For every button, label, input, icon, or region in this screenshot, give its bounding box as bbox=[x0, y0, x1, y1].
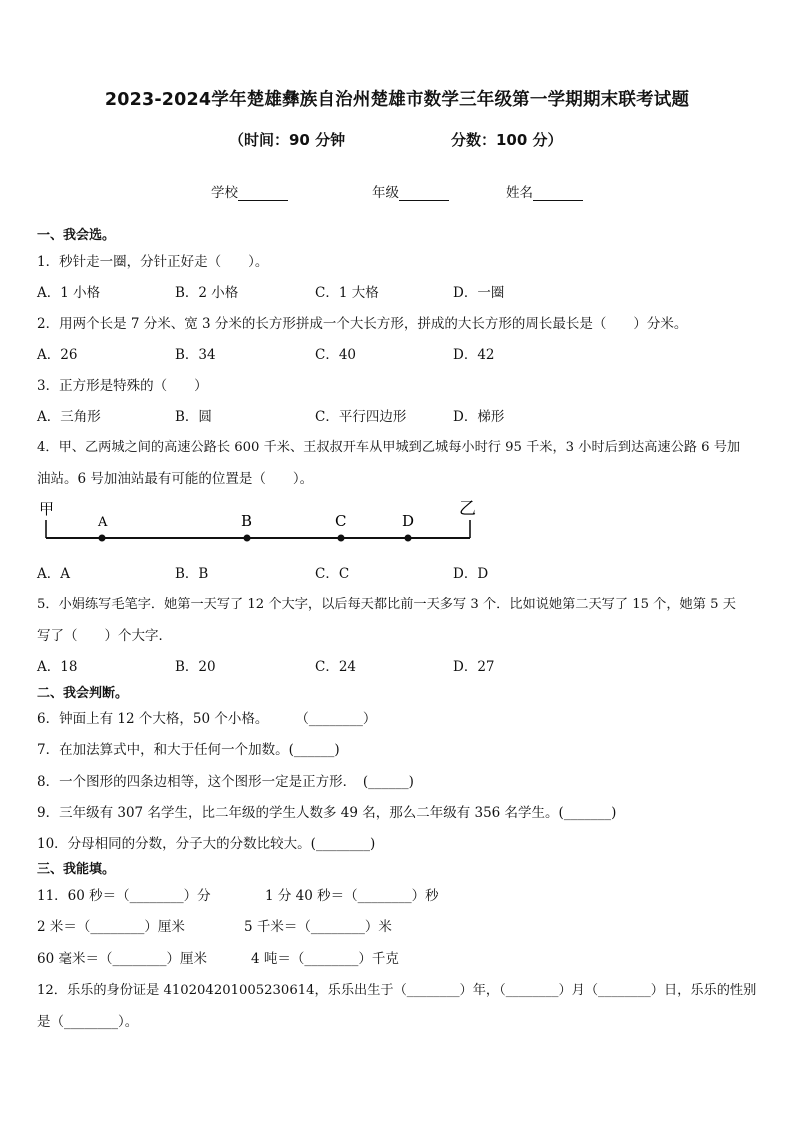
section-heading-choice: 一、我会选。 bbox=[37, 228, 116, 243]
section-heading-fill: 三、我能填。 bbox=[37, 862, 116, 877]
q5-option-b[interactable]: B．20 bbox=[175, 659, 216, 675]
grade-field bbox=[372, 181, 449, 201]
question-4-line-2: 油站。6 号加油站最有可能的位置是（ ）。 bbox=[37, 471, 314, 487]
q3-option-d[interactable]: D．梯形 bbox=[453, 409, 505, 425]
q4-option-d[interactable]: D．D bbox=[453, 566, 489, 582]
question-11-row-2a: 2 米＝（________）厘米 bbox=[37, 919, 185, 935]
question-11-row-1b: 1 分 40 秒＝（________）秒 bbox=[265, 888, 439, 904]
question-11-row-1a: 11．60 秒＝（________）分 bbox=[37, 888, 211, 904]
point-a-dot bbox=[99, 535, 106, 542]
question-6: 6．钟面上有 12 个大格，50 个小格。 （________） bbox=[37, 711, 377, 727]
q4-option-a[interactable]: A．A bbox=[37, 566, 70, 582]
question-3: 3．正方形是特殊的（ ） bbox=[37, 378, 208, 394]
point-d-dot bbox=[405, 535, 412, 542]
name-field bbox=[506, 181, 583, 201]
q2-option-a[interactable]: A．26 bbox=[37, 347, 78, 363]
q5-option-d[interactable]: D．27 bbox=[453, 659, 495, 675]
q3-option-a[interactable]: A．三角形 bbox=[37, 409, 101, 425]
name-label: 姓名 bbox=[506, 185, 533, 201]
exam-time: （时间：90 分钟 bbox=[229, 131, 346, 149]
question-2: 2．用两个长是 7 分米、宽 3 分米的长方形拼成一个大长方形，拼成的大长方形的周长最长是（ ）分米。 bbox=[37, 316, 688, 332]
q5-option-c[interactable]: C．24 bbox=[315, 659, 357, 675]
point-b-dot bbox=[244, 535, 251, 542]
exam-score: 分数：100 分） bbox=[451, 131, 563, 149]
point-d-label: D bbox=[402, 512, 415, 530]
q5-option-a[interactable]: A．18 bbox=[37, 659, 78, 675]
question-12-line-1: 12．乐乐的身份证是 410204201005230614，乐乐出生于（________）年，（________）月（________）日，乐乐的性别 bbox=[37, 983, 757, 998]
page-title: 2023-2024学年楚雄彝族自治州楚雄市数学三年级第一学期期末联考试题 bbox=[104, 90, 690, 110]
question-12-line-2: 是（________）。 bbox=[37, 1014, 139, 1030]
q3-option-c[interactable]: C．平行四边形 bbox=[315, 409, 407, 425]
grade-label: 年级 bbox=[372, 185, 399, 201]
city-end-label: 乙 bbox=[459, 499, 476, 519]
q1-option-a[interactable]: A．1 小格 bbox=[37, 285, 101, 301]
q3-option-b[interactable]: B．圆 bbox=[175, 409, 212, 425]
question-10: 10．分母相同的分数，分子大的分数比较大。(________) bbox=[37, 836, 376, 852]
q1-option-c[interactable]: C．1 大格 bbox=[315, 285, 379, 301]
highway-route-diagram bbox=[36, 498, 486, 550]
question-11-row-3a: 60 毫米＝（________）厘米 bbox=[37, 951, 207, 967]
question-8: 8．一个图形的四条边相等，这个图形一定是正方形． (______) bbox=[37, 774, 414, 790]
name-blank[interactable] bbox=[533, 186, 583, 201]
point-a-label: A bbox=[98, 515, 108, 530]
q4-option-b[interactable]: B．B bbox=[175, 566, 209, 582]
question-11-row-2b: 5 千米＝（________）米 bbox=[244, 919, 392, 935]
point-b-label: B bbox=[241, 512, 253, 530]
city-start-label: 甲 bbox=[39, 500, 55, 518]
grade-blank[interactable] bbox=[399, 186, 449, 201]
section-heading-judge: 二、我会判断。 bbox=[37, 686, 129, 701]
q2-option-d[interactable]: D．42 bbox=[453, 347, 495, 363]
question-4-line-1: 4．甲、乙两城之间的高速公路长 600 千米、王叔叔开车从甲城到乙城每小时行 95 千米，3 小时后到达高速公路 6 号加 bbox=[37, 440, 741, 455]
q2-option-b[interactable]: B．34 bbox=[175, 347, 216, 363]
school-blank[interactable] bbox=[238, 186, 288, 201]
q1-option-b[interactable]: B．2 小格 bbox=[175, 285, 239, 301]
question-11-row-3b: 4 吨＝（________）千克 bbox=[251, 951, 399, 967]
q1-option-d[interactable]: D．一圈 bbox=[453, 285, 505, 301]
question-5-line-2: 写了（ ）个大字． bbox=[37, 628, 172, 644]
question-7: 7．在加法算式中，和大于任何一个加数。(______) bbox=[37, 742, 340, 758]
point-c-dot bbox=[338, 535, 345, 542]
question-5-line-1: 5．小娟练写毛笔字．她第一天写了 12 个大字，以后每天都比前一天多写 3 个．比如说她第二天写了 15 个，她第 5 天 bbox=[37, 597, 736, 612]
school-label: 学校 bbox=[211, 185, 238, 201]
q2-option-c[interactable]: C．40 bbox=[315, 347, 357, 363]
question-1: 1．秒针走一圈，分针正好走（ ）。 bbox=[37, 254, 269, 270]
question-9: 9．三年级有 307 名学生，比二年级的学生人数多 49 名，那么二年级有 356 名学生。(_______) bbox=[37, 805, 617, 821]
q4-option-c[interactable]: C．C bbox=[315, 566, 350, 582]
point-c-label: C bbox=[335, 512, 347, 530]
school-field bbox=[211, 181, 288, 201]
